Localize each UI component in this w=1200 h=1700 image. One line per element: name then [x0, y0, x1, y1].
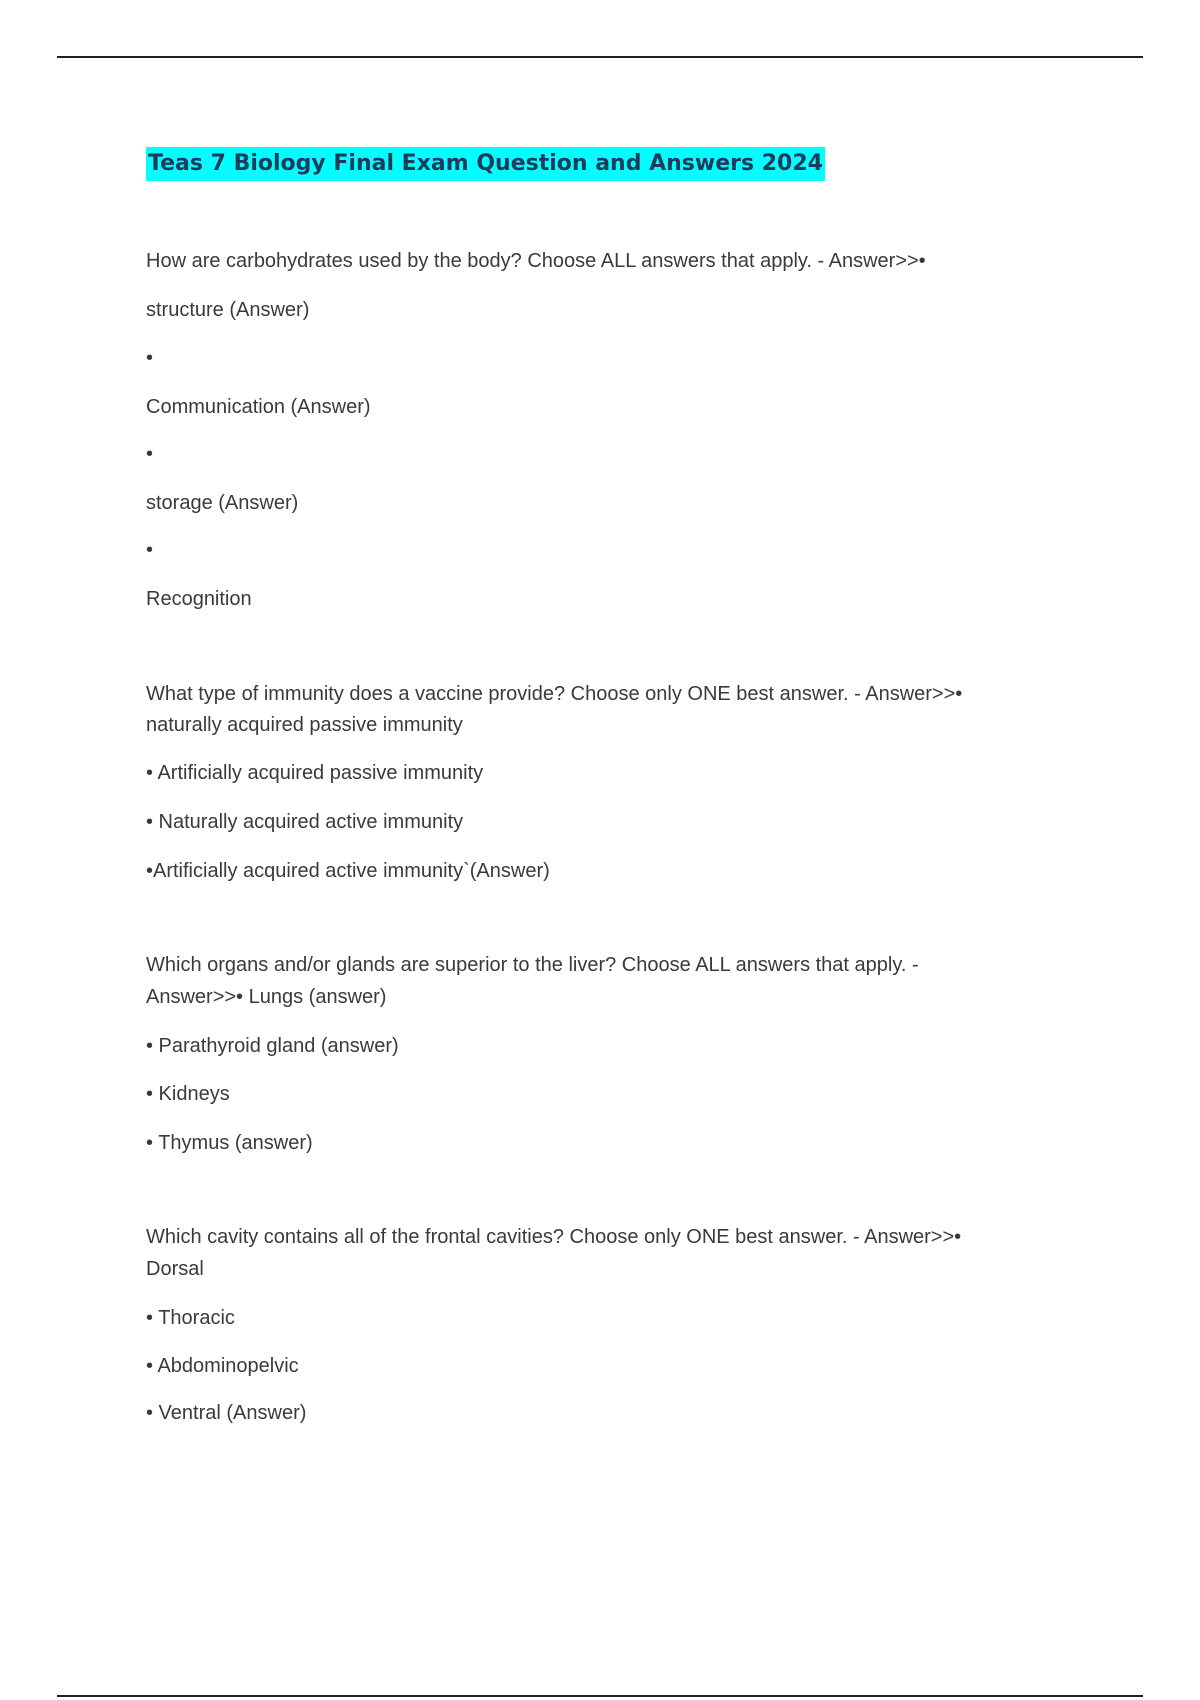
document-title: Teas 7 Biology Final Exam Question and Answers 2024	[146, 147, 825, 181]
question-1-line: •	[146, 539, 154, 561]
question-4-option: • Thoracic	[146, 1307, 235, 1329]
question-2-text-continued: naturally acquired passive immunity	[146, 714, 463, 736]
question-3-text-continued: Answer>>• Lungs (answer)	[146, 986, 387, 1008]
question-1-line: structure (Answer)	[146, 299, 310, 321]
question-4-text: Which cavity contains all of the frontal cavities? Choose only ONE best answer. - Answer>>•	[146, 1226, 962, 1248]
question-2-option: • Artificially acquired passive immunity	[146, 762, 484, 784]
question-2-text: What type of immunity does a vaccine provide? Choose only ONE best answer. - Answer>>•	[146, 683, 963, 705]
footer-rule	[57, 1695, 1143, 1697]
header-rule	[57, 56, 1143, 58]
question-1-line: Recognition	[146, 588, 252, 610]
question-4-option: • Ventral (Answer)	[146, 1402, 307, 1424]
question-3-option: • Kidneys	[146, 1083, 230, 1105]
title-block	[146, 147, 825, 181]
question-1-line: Communication (Answer)	[146, 396, 371, 418]
question-3-text: Which organs and/or glands are superior to the liver? Choose ALL answers that apply. -	[146, 954, 919, 976]
question-1-line: storage (Answer)	[146, 492, 299, 514]
question-2-option: • Naturally acquired active immunity	[146, 811, 464, 833]
question-1-line: •	[146, 443, 154, 465]
question-4-text-continued: Dorsal	[146, 1258, 204, 1280]
question-1-text: How are carbohydrates used by the body? Choose ALL answers that apply. - Answer>>•	[146, 250, 926, 272]
question-2-option: •Artificially acquired active immunity`(Answer)	[146, 860, 550, 882]
question-3-option: • Parathyroid gland (answer)	[146, 1035, 399, 1057]
question-1-line: •	[146, 347, 154, 369]
question-4-option: • Abdominopelvic	[146, 1355, 299, 1377]
question-3-option: • Thymus (answer)	[146, 1132, 313, 1154]
